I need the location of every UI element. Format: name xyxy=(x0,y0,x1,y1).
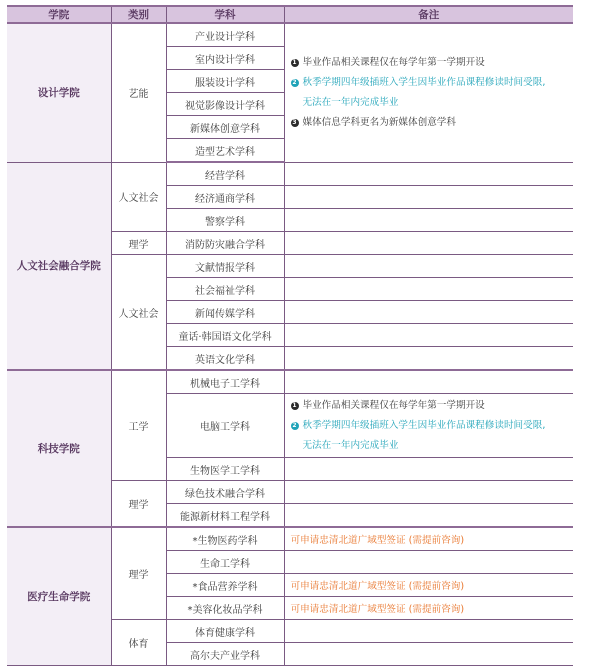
note-cell xyxy=(284,551,573,574)
note-text: 秋季学期四年级插班入学生因毕业作品课程修读时间受限, xyxy=(302,419,546,431)
subject-cell: 绿色技术融合学科 xyxy=(166,481,284,504)
subject-cell: 英语文化学科 xyxy=(166,347,284,371)
category-cell: 理学 xyxy=(111,481,166,528)
note-text: 媒体信息学科更名为新媒体创意学科 xyxy=(302,116,456,128)
subject-cell: 社会福祉学科 xyxy=(166,278,284,301)
number-2-icon: 2 xyxy=(292,78,297,86)
subject-cell: 生命工学科 xyxy=(166,551,284,574)
note-item xyxy=(291,416,574,436)
note-cell xyxy=(284,643,573,666)
note-cell xyxy=(284,209,573,232)
number-1-icon: 1 xyxy=(292,401,297,409)
note-cell xyxy=(284,504,573,528)
note-cell xyxy=(284,255,573,278)
subject-cell: 新媒体创意学科 xyxy=(166,116,284,139)
subject-cell: 产业设计学科 xyxy=(166,23,284,47)
note-item-continued xyxy=(291,436,574,456)
note-cell xyxy=(284,458,573,481)
subject-cell: 服装设计学科 xyxy=(166,70,284,93)
note-item xyxy=(291,396,574,416)
college-subject-table xyxy=(7,5,573,666)
header-subject: 学科 xyxy=(166,6,284,23)
subject-cell: 能源新材料工程学科 xyxy=(166,504,284,528)
header-college: 学院 xyxy=(7,6,111,23)
subject-cell: *食品营养学科 xyxy=(166,574,284,597)
subject-cell: 文献情报学科 xyxy=(166,255,284,278)
header-row xyxy=(7,6,573,23)
category-cell: 艺能 xyxy=(111,23,166,162)
note-cell xyxy=(284,347,573,371)
subject-cell: 体育健康学科 xyxy=(166,620,284,643)
number-2-icon: 2 xyxy=(292,421,297,429)
subject-cell: *生物医药学科 xyxy=(166,527,284,551)
table-row xyxy=(7,527,573,551)
note-cell xyxy=(284,481,573,504)
note-text: 毕业作品相关课程仅在每学年第一学期开设 xyxy=(302,399,485,411)
college-cell: 医疗生命学院 xyxy=(7,527,111,666)
note-item xyxy=(291,113,574,133)
note-text: 毕业作品相关课程仅在每学年第一学期开设 xyxy=(302,56,485,68)
note-item xyxy=(291,53,574,73)
note-cell xyxy=(284,186,573,209)
note-text: 无法在一年内完成毕业 xyxy=(302,96,399,108)
table-row xyxy=(7,370,573,394)
note-cell xyxy=(284,23,573,162)
subject-cell: 新闻传媒学科 xyxy=(166,301,284,324)
note-text: 无法在一年内完成毕业 xyxy=(302,439,399,451)
number-1-icon: 1 xyxy=(292,58,297,66)
subject-cell: 警察学科 xyxy=(166,209,284,232)
note-cell xyxy=(284,278,573,301)
category-cell: 人文社会 xyxy=(111,255,166,371)
subject-cell: 高尔夫产业学科 xyxy=(166,643,284,666)
visa-note-cell: 可申请忠清北道广域型签证 (需提前咨询) xyxy=(284,597,573,620)
category-cell: 人文社会 xyxy=(111,162,166,232)
visa-note-cell: 可申请忠清北道广域型签证 (需提前咨询) xyxy=(284,527,573,551)
note-cell xyxy=(284,301,573,324)
category-cell: 工学 xyxy=(111,370,166,481)
subject-cell: 经营学科 xyxy=(166,162,284,186)
note-cell xyxy=(284,394,573,458)
note-cell xyxy=(284,162,573,186)
category-cell: 体育 xyxy=(111,620,166,666)
subject-cell: 室内设计学科 xyxy=(166,47,284,70)
table-row xyxy=(7,162,573,186)
table-row xyxy=(7,23,573,47)
subject-cell: *美容化妆品学科 xyxy=(166,597,284,620)
header-note: 备注 xyxy=(284,6,573,23)
number-3-icon: 3 xyxy=(292,118,297,126)
subject-cell: 经济通商学科 xyxy=(166,186,284,209)
note-cell xyxy=(284,324,573,347)
subject-cell: 造型艺术学科 xyxy=(166,139,284,163)
category-cell: 理学 xyxy=(111,527,166,620)
subject-cell: 生物医学工学科 xyxy=(166,458,284,481)
note-cell xyxy=(284,620,573,643)
subject-cell: 视觉影像设计学科 xyxy=(166,93,284,116)
note-text: 秋季学期四年级插班入学生因毕业作品课程修读时间受限, xyxy=(302,76,546,88)
subject-cell: 童话·韩国语文化学科 xyxy=(166,324,284,347)
visa-note-cell: 可申请忠清北道广域型签证 (需提前咨询) xyxy=(284,574,573,597)
header-category: 类别 xyxy=(111,6,166,23)
subject-cell: 电脑工学科 xyxy=(166,394,284,458)
note-cell xyxy=(284,232,573,255)
note-item-continued xyxy=(291,93,574,113)
note-cell xyxy=(284,370,573,394)
college-cell: 科技学院 xyxy=(7,370,111,527)
subject-cell: 消防防灾融合学科 xyxy=(166,232,284,255)
category-cell: 理学 xyxy=(111,232,166,255)
subject-cell: 机械电子工学科 xyxy=(166,370,284,394)
college-cell: 人文社会融合学院 xyxy=(7,162,111,370)
note-item xyxy=(291,73,574,93)
college-cell: 设计学院 xyxy=(7,23,111,162)
